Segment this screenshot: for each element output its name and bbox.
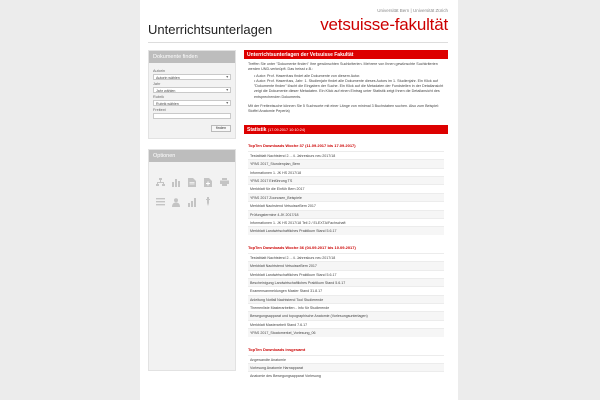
main-content	[244, 50, 448, 380]
jahr-select-value: Jahr wählen	[156, 88, 176, 93]
week-36-title: TopTen Downloads Woche 36 (04.09.2017 bis 10.09.2017)	[248, 244, 356, 250]
list-item[interactable]: Informationen 1. JK HS 2017/18	[248, 168, 444, 176]
brand-logo[interactable]: vetsuisse-fakultät	[320, 15, 448, 34]
statistics-list	[244, 134, 448, 380]
find-documents-box	[148, 50, 236, 139]
intro-paragraph: Mit der Freitextsuche können Sie 5 Suchworte mit einer Länge von minimal 3 Buchstaben suchen. Also zum Beispiel: Stoffel Anatomie Peperla)	[248, 103, 440, 113]
org-chart-icon[interactable]	[152, 172, 168, 192]
list-item[interactable]: Anleitung Notfall Nachtstend Tool Studierende	[248, 295, 444, 303]
main-title: Unterrichtsunterlagen der Vetsuisse Fakultät	[244, 50, 448, 59]
rubrik-label: Rubrik	[153, 95, 164, 99]
list-item[interactable]: Examensanmeldungen Master Stand 31.8.17	[248, 286, 444, 294]
total-title: TopTen Downloads insgesamt	[248, 346, 306, 352]
week-36-list	[248, 253, 444, 337]
freitext-label: Freitext	[153, 108, 166, 112]
printer-icon[interactable]	[216, 172, 232, 192]
list-item[interactable]: Merkblatt Landwirtschaftliches Praktikum Stand 5.6.17	[248, 226, 444, 234]
list-item[interactable]: Merkblatt Landwirtschaftliches Praktikum Stand 5.6.17	[248, 270, 444, 278]
autor-select-value: Autorin wählen	[156, 75, 180, 80]
list-item[interactable]: YPAS 2017 Einführung TS	[248, 176, 444, 184]
document-icon[interactable]	[184, 172, 200, 192]
statistik-date: (17.09.2017 10:10:24)	[267, 127, 306, 132]
options-box	[148, 149, 236, 371]
autor-select[interactable]	[153, 74, 231, 80]
intro-bullet: • Autor: Prof. Hasenfuss findet alle Dokumente von diesem Autor.	[254, 74, 361, 79]
list-item[interactable]: Merkblatt Masterarbeit Stand 7.6.17	[248, 320, 444, 328]
list-item[interactable]: Merkblatt Nachtstend VetsuisseBern 2017	[248, 261, 444, 269]
options-title: Optionen	[149, 150, 235, 162]
list-item[interactable]: Bewegungsapparat und topographische Anatomie (Vorlesungsunterlagen)	[248, 311, 444, 319]
rubrik-select[interactable]	[153, 100, 231, 106]
options-icons	[149, 162, 235, 212]
autor-label: Autorin	[153, 69, 166, 73]
person-icon[interactable]	[168, 192, 184, 212]
statistik-title	[244, 125, 448, 134]
list-icon[interactable]	[152, 192, 168, 212]
university-line[interactable]: Universität Bern | Universität Zürich	[377, 8, 448, 13]
chevron-down-icon: ▼	[225, 88, 229, 92]
bar-chart-icon[interactable]	[168, 172, 184, 192]
list-item[interactable]: Themenliste Masterarbeiten - Info für Studierende	[248, 303, 444, 311]
list-item[interactable]: Informationen 1. JK HS 2017/18 Teil 2 / ELEXTA/Fachschaft	[248, 218, 444, 226]
list-item[interactable]: Prüfungstermine 4.JK 2017/18	[248, 210, 444, 218]
week-37-list	[248, 151, 444, 235]
list-item[interactable]: YPAS 2017 Zoonosen_Beispiele	[248, 193, 444, 201]
find-button[interactable]: finden	[211, 125, 231, 132]
intro-text	[244, 59, 448, 119]
list-item[interactable]: Bescheinigung Landwirtschaftliches Praktikum Stand 5.6.17	[248, 278, 444, 286]
week-37-title: TopTen Downloads Woche 37 (11.09.2017 bis 17.09.2017)	[248, 142, 356, 148]
list-item[interactable]: Anatomie des Bewegungsapparat Vorlesung	[248, 371, 444, 379]
total-list	[248, 355, 444, 380]
document-plus-icon[interactable]	[200, 172, 216, 192]
list-item[interactable]: Testatblatt Nachtstend 2. - 4. Jahreskurs neu 2017/18	[248, 253, 444, 261]
page-title: Unterrichtsunterlagen	[148, 22, 273, 37]
intro-paragraph: Treffen Sie unter "Dokumente finden" Ihre gewünschten Suchkriterien. Mehrere von Ihnen gewünschte Suchkriterien werden UND-verknüpft. Das heisst z.B.:	[248, 62, 438, 72]
list-item[interactable]: YPAS 2017_Stoatomerkel_Vorlesung_06	[248, 328, 444, 336]
intro-bullet: • Autor: Prof. Hasenfuss, Jahr: 1. Studienjahr findet alle Dokumente dieses Autors im 1. Studienjahr. Ein Klick auf "Dokumente finden" löscht die Eingaben der Suche. Ein Klick auf die Metadaten der Fundstellen in der Detailansicht zeigt die Dokumente dieser Metadaten. Ein Klick auf einen Eintrag unter Statistik zeigt Ihnen die Detailansicht des entsprechenden Dokuments.	[254, 79, 444, 99]
jahr-select[interactable]	[153, 87, 231, 93]
chevron-down-icon: ▼	[225, 75, 229, 79]
list-item[interactable]: Testatblatt Nachtstend 2. - 4. Jahreskurs neu 2017/18	[248, 151, 444, 159]
sidebar	[148, 50, 236, 371]
pen-icon[interactable]	[200, 192, 216, 212]
list-item[interactable]: Merkblatt Nachstend VetsuisseBern 2017	[248, 201, 444, 209]
stacked-chart-icon[interactable]	[184, 192, 200, 212]
jahr-label: Jahr	[153, 82, 161, 86]
header	[148, 6, 448, 40]
chevron-down-icon: ▼	[225, 101, 229, 105]
rubrik-select-value: Rubrik wählen	[156, 101, 179, 106]
list-item[interactable]: Vorlesung Anatomie Harnapparat	[248, 363, 444, 371]
find-documents-title: Dokumente finden	[149, 51, 235, 63]
list-item[interactable]: YPAS 2017_Stundenplan_Bern	[248, 159, 444, 167]
list-item[interactable]: Angewandte Anatomie	[248, 355, 444, 363]
list-item[interactable]: Merkblatt für die Einfüh Bern 2017	[248, 184, 444, 192]
freitext-input[interactable]	[153, 113, 231, 119]
statistik-label: Statistik	[247, 126, 267, 133]
header-divider	[148, 42, 448, 43]
